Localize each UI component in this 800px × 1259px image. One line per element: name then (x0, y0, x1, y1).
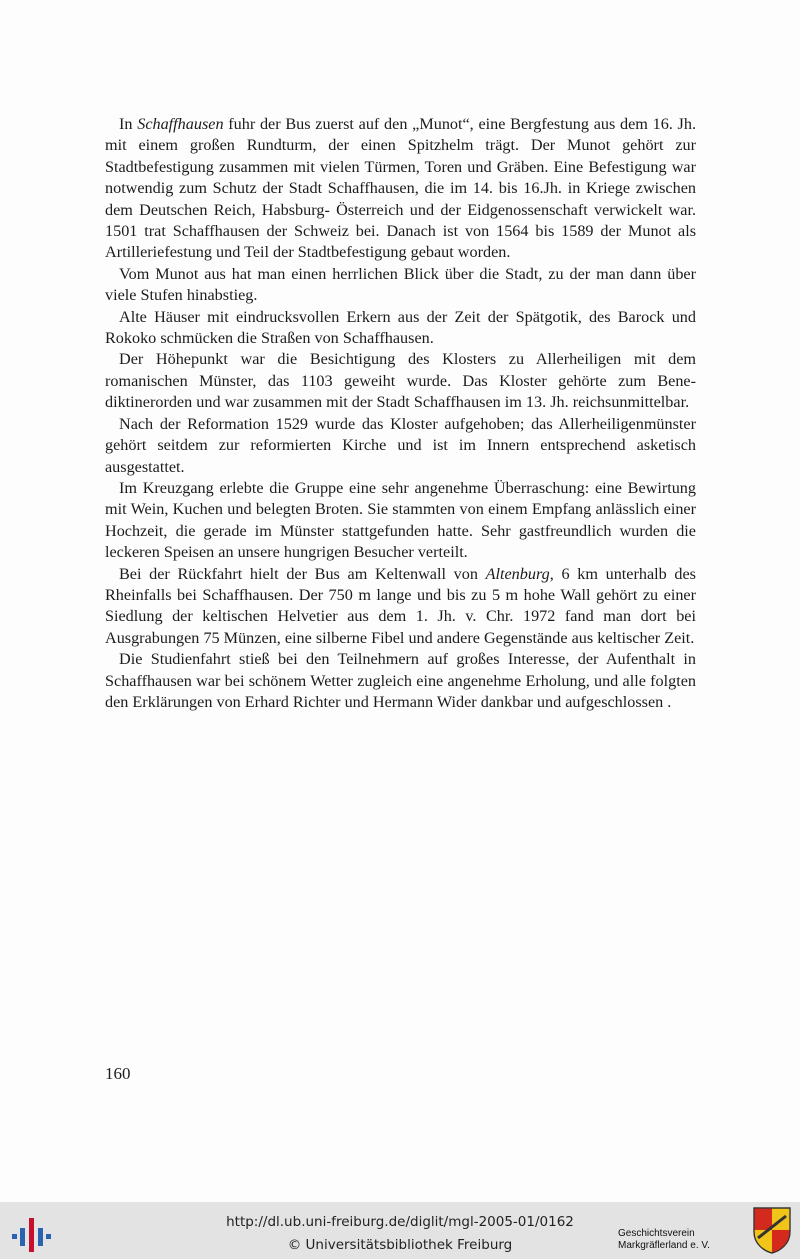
paragraph: Die Studienfahrt stieß bei den Teilnehmern auf großes Interesse, der Aufenthalt in Schaffhausen war bei schönem Wetter zugleich eine angenehme Erholung, und alle folgten den Erklärungen von Erhard Richter und Hermann Wider dankbar und aufgeschlossen . (105, 650, 696, 711)
paragraph: Vom Munot aus hat man einen herrlichen Blick über die Stadt, zu der man dann über viele Stufen hinabstieg. (105, 264, 696, 305)
paragraph: In Schaffhausen fuhr der Bus zuerst auf den „Munot“, eine Bergfestung aus dem 16. Jh. mit einem großen Rundturm, der einen Spitzhelm trägt. Der Munot gehört zur Stadtbefestigung zusammen mit vielen Türmen, Toren und Gräben. Eine Befestigung war notwendig zum Schutz der Stadt Schaffhausen, die im 14. bis 16.Jh. in Kriege zwischen dem Deutschen Reich, Habsburg- Österreich und der Eidgenossenschaft verwickelt war. 1501 trat Schaffhausen der Schweiz bei. Danach ist von 1564 bis 1589 der Munot als Artilleriefestung und Teil der Stadtbefestigung gebaut worden. (105, 115, 696, 262)
footer-copyright: © Universitätsbibliothek Freiburg (287, 1237, 513, 1253)
paragraph: Alte Häuser mit eindrucksvollen Erkern aus der Zeit der Spätgotik, des Barock und Rokoko schmücken die Straßen von Schaffhausen. (105, 307, 696, 348)
society-name: Geschichtsverein Markgräflerland e. V. (618, 1228, 710, 1251)
footer-bar (0, 1202, 800, 1259)
paragraph: Im Kreuzgang erlebte die Gruppe eine sehr angenehme Überraschung: eine Bewirtung mit Wein, Kuchen und belegten Broten. Sie stammten von einem Empfang anlässlich einer Hochzeit, die gerade im Münster stattgefunden hatte. Sehr gastfreundlich wurden die leckeren Speisen an unsere hungrigen Besucher verteilt. (105, 478, 696, 562)
paragraph: Bei der Rückfahrt hielt der Bus am Keltenwall von Altenburg, 6 km unterhalb des Rheinfalls bei Schaffhausen. Der 750 m lange und bis zu 5 m hohe Wall gehört zu einer Siedlung der keltischen Helvetier aus dem 1. Jh. v. Chr. 1972 fand man dort bei Ausgrabungen 75 Münzen, eine silberne Fibel und andere Gegenstände aus keltischer Zeit. (105, 564, 696, 647)
paragraph: Nach der Reformation 1529 wurde das Kloster aufgehoben; das Allerheiligenmünster gehört seitdem zur reformierten Kirche und ist im Innern entsprechend asketisch ausgestattet. (105, 414, 696, 476)
paragraph: Der Höhepunkt war die Besichtigung des Klosters zu Allerheiligen mit dem romanischen Münster, das 1103 geweiht wurde. Das Kloster gehörte zum Benediktinerorden und war zusammen mit der Stadt Schaffhausen im 13. Jh. reichsunmittelbar. (105, 350, 696, 412)
article-text (105, 114, 696, 713)
markgraeflerland-crest-icon (752, 1206, 792, 1254)
footer-url-link[interactable]: http://dl.ub.uni-freiburg.de/diglit/mgl-2005-01/0162 (226, 1214, 574, 1230)
page-number: 160 (105, 1064, 131, 1083)
